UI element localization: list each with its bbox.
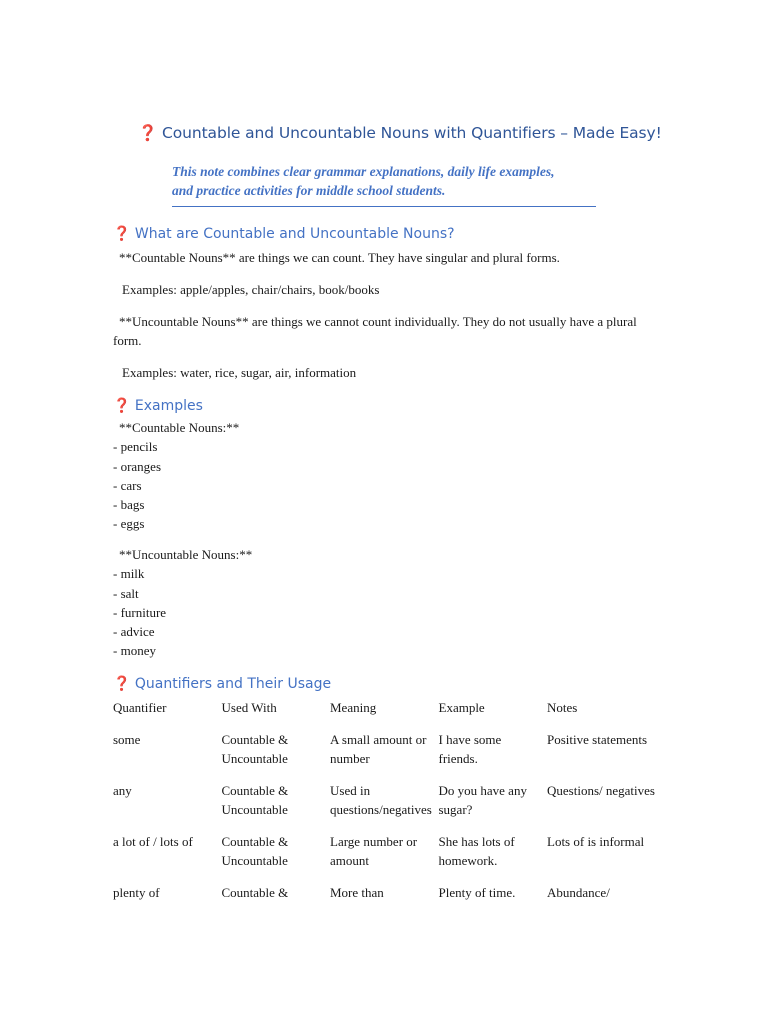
table-cell: Questions/ negatives	[547, 782, 655, 798]
list-item: - milk	[113, 566, 145, 582]
column-header: Quantifier	[113, 700, 167, 715]
table-cell: any	[113, 782, 132, 798]
table-cell: Countable &	[221, 884, 289, 900]
table-header-row	[113, 698, 658, 718]
uncountable-list-label: **Uncountable Nouns:**	[119, 547, 253, 562]
uncountable-definition: **Uncountable Nouns** are things we cannot count individually. They do not usually have a plural form.	[113, 314, 637, 348]
table-cell: A small amount or number	[330, 731, 427, 766]
uncountable-list	[113, 545, 252, 661]
table-cell: She has lots of homework.	[438, 833, 515, 868]
list-item: - pencils	[113, 439, 158, 455]
table-cell: Lots of is informal	[547, 833, 645, 849]
list-item: - money	[113, 643, 156, 659]
countable-list	[113, 418, 239, 534]
table-cell: Do you have any sugar?	[438, 782, 527, 817]
subtitle-line-1: This note combines clear grammar explanations, daily life examples,	[172, 164, 555, 179]
table-cell: Countable & Uncountable	[221, 833, 289, 868]
list-item: - eggs	[113, 516, 145, 532]
column-header: Meaning	[330, 700, 377, 715]
list-item: - advice	[113, 624, 155, 640]
subtitle-line-2: and practice activities for middle school students.	[172, 183, 446, 198]
table-cell: plenty of	[113, 884, 160, 900]
table-cell: More than	[330, 884, 384, 900]
table-row	[113, 730, 658, 769]
column-header: Example	[438, 700, 485, 715]
section-heading-definitions: ❓ What are Countable and Uncountable Nouns?	[113, 226, 455, 242]
countable-definition: **Countable Nouns** are things we can count. They have singular and plural forms.	[119, 250, 560, 265]
table-cell: some	[113, 731, 141, 747]
document-title: ❓ Countable and Uncountable Nouns with Quantifiers – Made Easy!	[138, 124, 662, 142]
section-heading-quantifiers: ❓ Quantifiers and Their Usage	[113, 676, 332, 692]
table-cell: Abundance/	[547, 884, 610, 900]
table-cell: Large number or amount	[330, 833, 418, 868]
list-item: - bags	[113, 497, 145, 513]
table-cell: Countable & Uncountable	[221, 731, 289, 766]
list-item: - cars	[113, 477, 142, 493]
countable-examples: Examples: apple/apples, chair/chairs, book/books	[122, 282, 380, 297]
table-cell: Used in questions/negatives	[330, 782, 432, 817]
section-heading-examples: ❓ Examples	[113, 398, 203, 414]
table-cell: I have some friends.	[438, 731, 502, 766]
document-subtitle	[172, 162, 596, 207]
column-header: Notes	[547, 700, 578, 715]
column-header: Used With	[221, 700, 277, 715]
table-row	[113, 832, 658, 871]
countable-list-label: **Countable Nouns:**	[119, 420, 240, 435]
table-row	[113, 781, 658, 820]
table-cell: Plenty of time.	[438, 884, 516, 900]
table-cell: Positive statements	[547, 731, 648, 747]
list-item: - furniture	[113, 604, 167, 620]
table-cell: Countable & Uncountable	[221, 782, 289, 817]
list-item: - oranges	[113, 458, 162, 474]
list-item: - salt	[113, 585, 139, 601]
uncountable-examples: Examples: water, rice, sugar, air, information	[122, 365, 357, 380]
table-cell: a lot of / lots of	[113, 833, 193, 849]
table-row	[113, 883, 658, 903]
quantifier-table	[113, 698, 658, 902]
